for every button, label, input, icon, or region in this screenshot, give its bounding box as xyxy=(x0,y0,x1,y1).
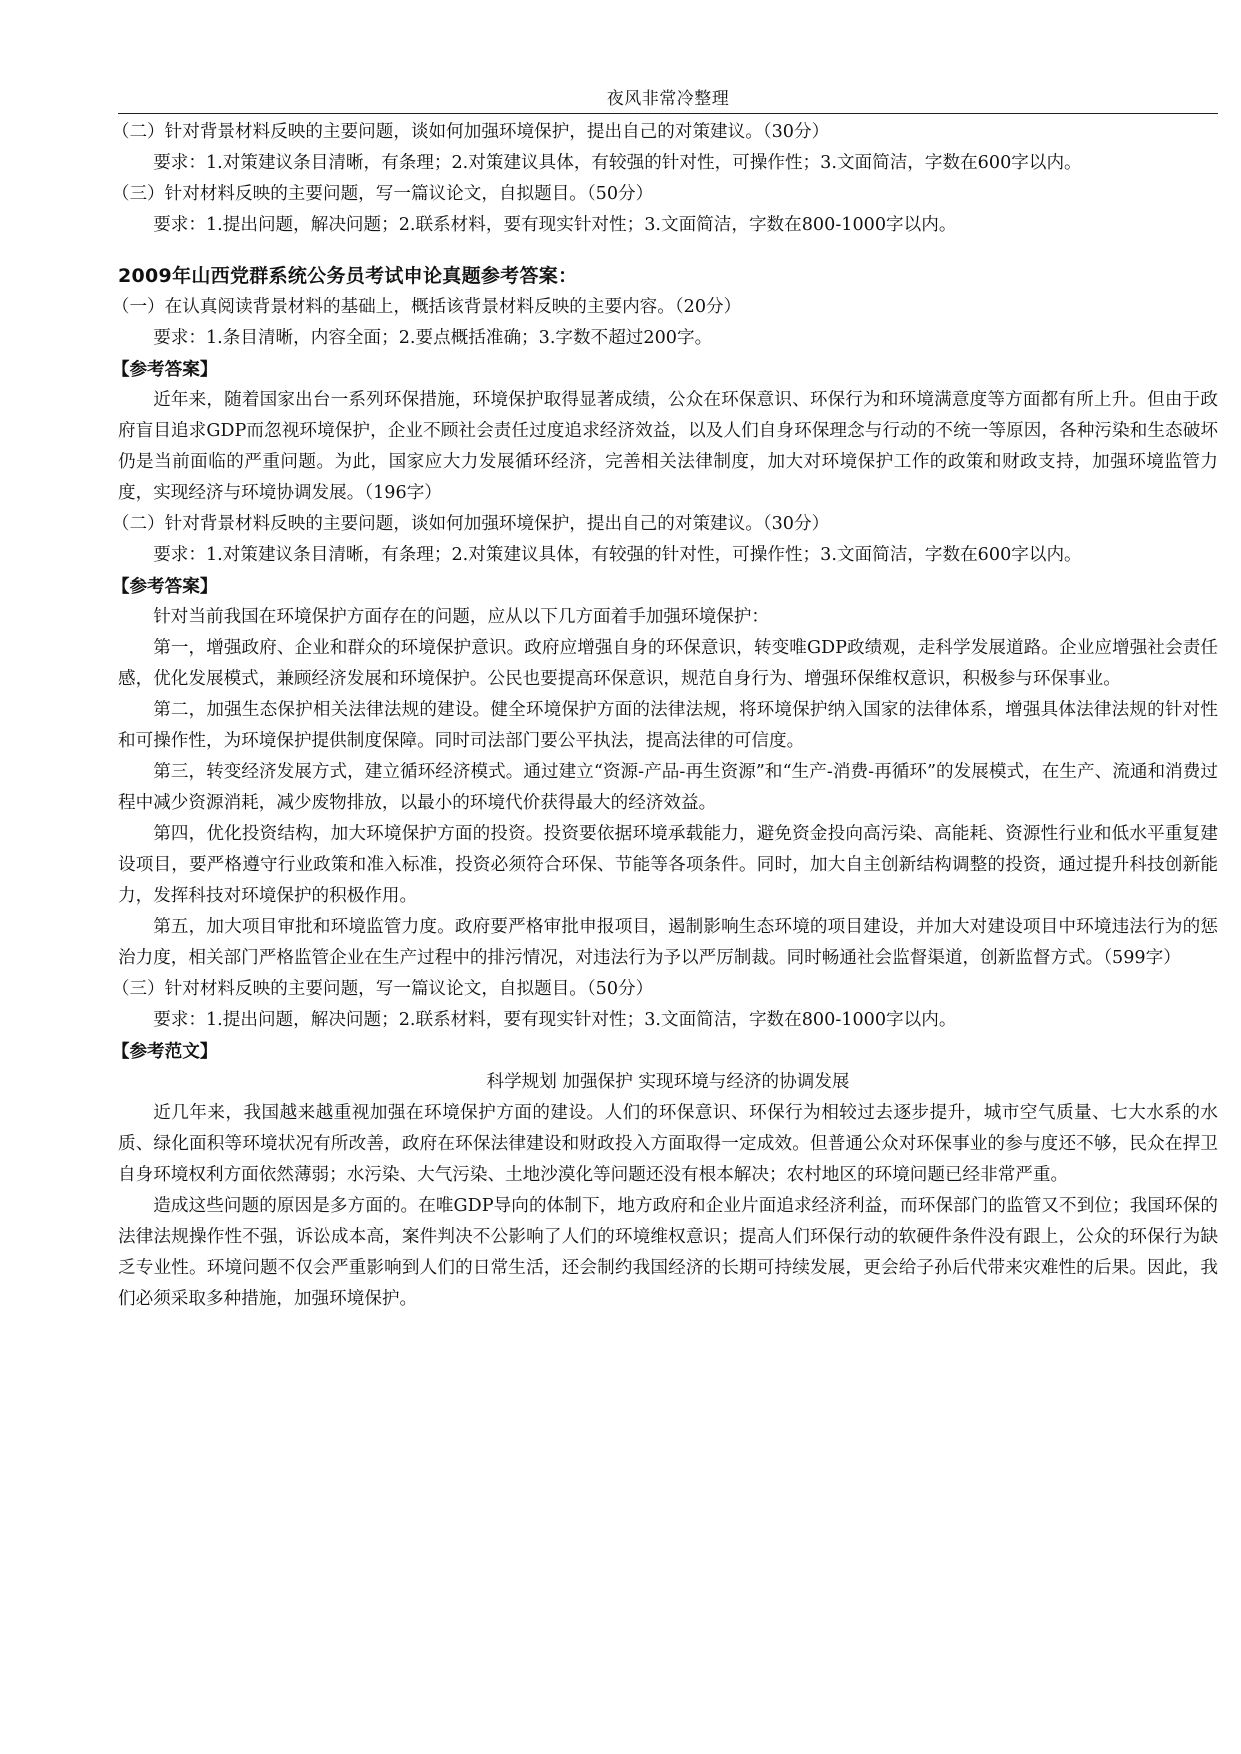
essay-paragraph: 造成这些问题的原因是多方面的。在唯GDP导向的体制下，地方政府和企业片面追求经济利益，而环保部门的监管又不到位；我国环保的法律法规操作性不强，诉讼成本高，案件判决不公影响了人们的环境维权意识；提高人们环保行动的软硬件条件没有跟上，公众的环保行为缺乏专业性。环境问题不仅会严重影响到人们的日常生活，还会制约我国经济的长期可持续发展，更会给子孙后代带来灾难性的后果。因此，我们必须采取多种措施，加强环境保护。 xyxy=(118,1196,1218,1309)
answer-paragraph: 第五，加大项目审批和环境监管力度。政府要严格审批申报项目，遏制影响生态环境的项目建设，并加大对建设项目中环境违法行为的惩治力度，相关部门严格监管企业在生产过程中的排污情况，对违法行为予以严厉制裁。同时畅通社会监督渠道，创新监督方式。（599字） xyxy=(118,917,1218,968)
answer-paragraph: 第三，转变经济发展方式，建立循环经济模式。通过建立“资源-产品-再生资源”和“生产-消费-再循环”的发展模式，在生产、流通和消费过程中减少资源消耗，减少废物排放，以最小的环境代价获得最大的经济效益。 xyxy=(118,762,1218,813)
requirement-text: 要求：1.对策建议条目清晰，有条理；2.对策建议具体，有较强的针对性，可操作性；3.文面简洁，字数在600字以内。 xyxy=(153,153,1082,173)
essay-paragraph: 近几年来，我国越来越重视加强在环境保护方面的建设。人们的环保意识、环保行为相较过去逐步提升，城市空气质量、七大水系的水质、绿化面积等环境状况有所改善，政府在环保法律建设和财政投入方面取得一定成效。但普通公众对环保事业的参与度还不够，民众在捍卫自身环境权利方面依然薄弱；水污染、大气污染、土地沙漠化等问题还没有根本解决；农村地区的环境问题已经非常严重。 xyxy=(118,1103,1218,1185)
document-body xyxy=(111,117,1218,1315)
answer-paragraph: 第二，加强生态保护相关法律法规的建设。健全环境保护方面的法律法规，将环境保护纳入国家的法律体系，增强具体法律法规的针对性和可操作性，为环境保护提供制度保障。同时司法部门要公平执法，提高法律的可信度。 xyxy=(118,700,1218,751)
requirement-text: 要求：1.对策建议条目清晰，有条理；2.对策建议具体，有较强的针对性，可操作性；3.文面简洁，字数在600字以内。 xyxy=(153,545,1082,565)
reference-essay-label: 【参考范文】 xyxy=(111,1041,218,1062)
header-divider xyxy=(118,113,1218,114)
answer-paragraph: 第四，优化投资结构，加大环境保护方面的投资。投资要依据环境承载能力，避免资金投向高污染、高能耗、资源性行业和低水平重复建设项目，要严格遵守行业政策和准入标准，投资必须符合环保、节能等各项条件。同时，加大自主创新结构调整的投资，通过提升科技创新能力，发挥科技对环境保护的积极作用。 xyxy=(118,824,1218,906)
question-text: （三）针对材料反映的主要问题，写一篇议论文，自拟题目。（50分） xyxy=(111,184,654,204)
answer-paragraph: 针对当前我国在环境保护方面存在的问题，应从以下几方面着手加强环境保护： xyxy=(153,607,769,627)
page-header: 夜风非常冷整理 xyxy=(606,89,730,109)
question-text: （二）针对背景材料反映的主要问题，谈如何加强环境保护，提出自己的对策建议。（30分） xyxy=(111,122,830,142)
question-text: （三）针对材料反映的主要问题，写一篇议论文，自拟题目。（50分） xyxy=(111,979,654,999)
answer-paragraph: 近年来，随着国家出台一系列环保措施，环境保护取得显著成绩，公众在环保意识、环保行为和环境满意度等方面都有所上升。但由于政府盲目追求GDP而忽视环境保护，企业不顾社会责任过度追求经济效益，以及人们自身环保理念与行动的不统一等原因，各种污染和生态破坏仍是当前面临的严重问题。为此，国家应大力发展循环经济，完善相关法律制度，加大对环境保护工作的政策和财政支持，加强环境监管力度，实现经济与环境协调发展。（196字） xyxy=(118,390,1218,503)
question-text: （二）针对背景材料反映的主要问题，谈如何加强环境保护，提出自己的对策建议。（30分） xyxy=(111,514,830,534)
requirement-text: 要求：1.提出问题，解决问题；2.联系材料，要有现实针对性；3.文面简洁，字数在800-1000字以内。 xyxy=(153,1010,957,1030)
section-heading: 2009年山西党群系统公务员考试申论真题参考答案： xyxy=(118,265,578,287)
reference-answer-label: 【参考答案】 xyxy=(111,576,218,597)
question-text: （一）在认真阅读背景材料的基础上，概括该背景材料反映的主要内容。（20分） xyxy=(111,297,742,317)
requirement-text: 要求：1.条目清晰，内容全面；2.要点概括准确；3.字数不超过200字。 xyxy=(153,328,713,348)
requirement-text: 要求：1.提出问题，解决问题；2.联系材料，要有现实针对性；3.文面简洁，字数在800-1000字以内。 xyxy=(153,215,957,235)
answer-paragraph: 第一，增强政府、企业和群众的环境保护意识。政府应增强自身的环保意识，转变唯GDP政绩观，走科学发展道路。企业应增强社会责任感，优化发展模式，兼顾经济发展和环境保护。公民也要提高环保意识，规范自身行为、增强环保维权意识，积极参与环保事业。 xyxy=(118,638,1218,689)
essay-title: 科学规划 加强保护 实现环境与经济的协调发展 xyxy=(486,1072,850,1092)
reference-answer-label: 【参考答案】 xyxy=(111,359,218,380)
